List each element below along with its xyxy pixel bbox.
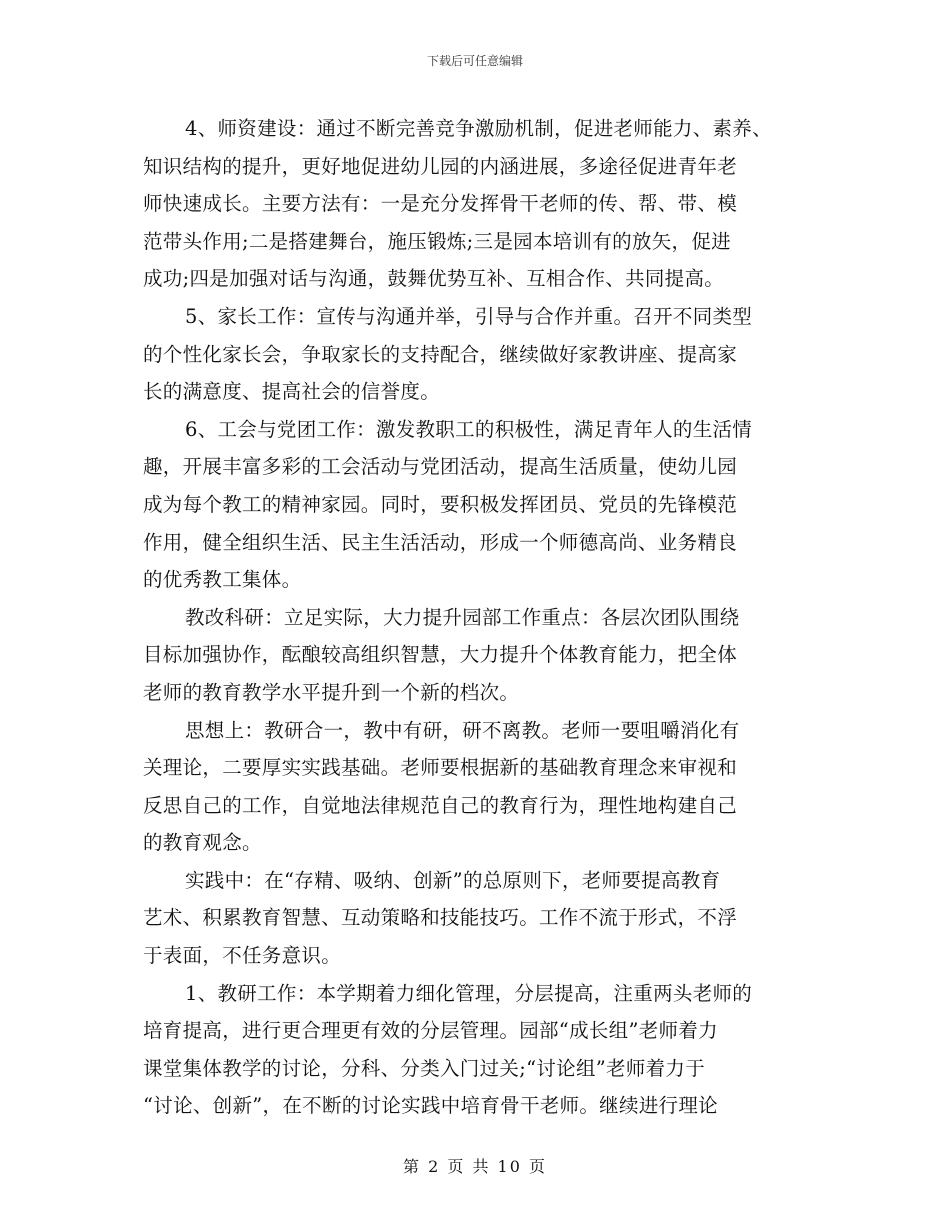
paragraph-teaching-reform <box>143 599 813 712</box>
text-line: 反思自己的工作，自觉地法律规范自己的教育行为，理性地构建自己 <box>143 793 738 817</box>
text-line: 师快速成长。主要方法有：一是充分发挥骨干老师的传、帮、带、模 <box>143 192 738 216</box>
text-line: 1、教研工作：本学期着力细化管理，分层提高，注重两头老师的 <box>185 981 753 1005</box>
text-line: 5、家长工作：宣传与沟通并举，引导与合作并重。召开不同类型 <box>185 304 753 328</box>
text-line: “讨论、创新”，在不断的讨论实践中培育骨干老师。继续进行理论 <box>143 1094 718 1118</box>
paragraph-union-party-work <box>143 411 813 599</box>
text-line: 成为每个教工的精神家园。同时，要积极发挥团员、党员的先锋模范 <box>143 492 738 516</box>
text-line: 关理论，二要厚实实践基础。老师要根据新的基础教育理念来审视和 <box>143 756 738 780</box>
paragraph-teacher-development <box>143 110 813 298</box>
text-line: 长的满意度、提高社会的信誉度。 <box>143 380 441 404</box>
text-line: 的优秀教工集体。 <box>143 568 302 592</box>
text-line: 课堂集体教学的讨论，分科、分类入门过关;“讨论组”老师着力于 <box>143 1056 706 1080</box>
paragraph-ideology <box>143 712 813 862</box>
text-line: 知识结构的提升，更好地促进幼儿园的内涵进展，多途径促进青年老 <box>143 154 738 178</box>
text-line: 于表面，不任务意识。 <box>143 944 342 968</box>
text-line: 老师的教育教学水平提升到一个新的档次。 <box>143 680 520 704</box>
text-line: 6、工会与党团工作：激发教职工的积极性，满足青年人的生活情 <box>185 417 753 441</box>
text-line: 趣，开展丰富多彩的工会活动与党团活动，提高生活质量，使幼儿园 <box>143 455 738 479</box>
paragraph-research-work <box>143 975 813 1125</box>
text-line: 作用，健全组织生活、民主生活活动，形成一个师德高尚、业务精良 <box>143 530 738 554</box>
text-line: 培育提高，进行更合理更有效的分层管理。园部“成长组”老师着力 <box>143 1019 718 1043</box>
text-line: 思想上：教研合一，教中有研，研不离教。老师一要咀嚼消化有 <box>185 718 740 742</box>
text-line: 艺术、积累教育智慧、互动策略和技能技巧。工作不流于形式，不浮 <box>143 906 738 930</box>
text-line: 实践中：在“存精、吸纳、创新”的总原则下，老师要提高教育 <box>185 868 721 892</box>
paragraph-practice <box>143 862 813 975</box>
text-line: 的教育观念。 <box>143 831 262 855</box>
text-line: 目标加强协作，酝酿较高组织智慧，大力提升个体教育能力，把全体 <box>143 643 738 667</box>
document-body <box>143 110 813 1125</box>
text-line: 教改科研：立足实际，大力提升园部工作重点：各层次团队围绕 <box>185 605 740 629</box>
text-line: 的个性化家长会，争取家长的支持配合，继续做好家教讲座、提高家 <box>143 342 738 366</box>
page-header: 下载后可任意编辑 <box>426 54 523 68</box>
text-line: 4、师资建设：通过不断完善竞争激励机制，促进老师能力、素养、 <box>185 117 772 140</box>
page-footer: 第 2 页 共 10 页 <box>403 1157 547 1176</box>
text-line: 成功;四是加强对话与沟通，鼓舞优势互补、互相合作、共同提高。 <box>143 267 725 291</box>
paragraph-parent-work <box>143 298 813 411</box>
text-line: 范带头作用;二是搭建舞台，施压锻炼;三是园本培训有的放矢，促进 <box>143 229 731 253</box>
